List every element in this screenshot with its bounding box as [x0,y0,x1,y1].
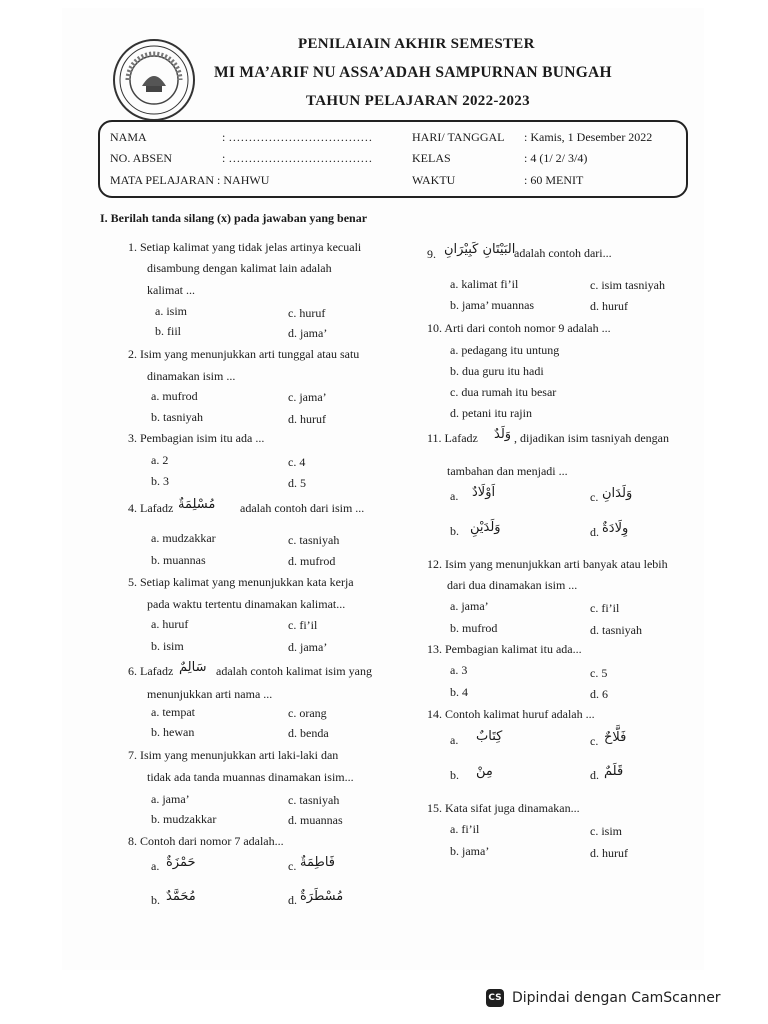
q2-option-d[interactable]: d. huruf [288,412,326,426]
q6-option-b[interactable]: b. hewan [151,725,195,739]
q8-option-d-arabic: مُسْطَرَةٌ [300,889,344,904]
q11-option-b[interactable]: b. [450,524,459,538]
q1-text: 1. Setiap kalimat yang tidak jelas artinya kecuali [128,240,362,254]
q7-text-2: tidak ada tanda muannas dinamakan isim... [147,770,354,784]
absen-field: : ……………………………… [222,151,373,165]
q8-option-d[interactable]: d. [288,893,297,907]
q9-option-d[interactable]: d. huruf [590,299,628,313]
q1-option-c[interactable]: c. huruf [288,306,326,320]
q6-option-a[interactable]: a. tempat [151,705,195,719]
header-year: TAHUN PELAJARAN 2022-2023 [306,93,530,109]
q4-option-c[interactable]: c. tasniyah [288,533,340,547]
q12-option-b[interactable]: b. mufrod [450,621,498,635]
q9-arabic: البَيْتَانِ كَبِيْرَانِ [444,242,516,257]
q14-option-c[interactable]: c. [590,734,599,748]
q11-prefix: 11. Lafadz [427,431,478,445]
q6-option-c[interactable]: c. orang [288,706,327,720]
camscanner-icon: CS [486,989,504,1007]
q13-option-d[interactable]: d. 6 [590,687,608,701]
q3-option-d[interactable]: d. 5 [288,476,306,490]
q1-text-3: kalimat ... [147,283,195,297]
q8-option-a-arabic: حَمْزَةٌ [166,855,196,870]
nama-field: : ……………………………… [222,130,373,144]
hari-label: HARI/ TANGGAL [412,130,505,144]
q14-option-d[interactable]: d. [590,768,599,782]
q3-text: 3. Pembagian isim itu ada ... [128,431,265,445]
q4-suffix: adalah contoh dari isim ... [240,501,365,515]
q15-text: 15. Kata sifat juga dinamakan... [427,801,580,815]
q11-option-a-arabic: اَوْلَادٌ [472,485,496,500]
kelas-value: : 4 (1/ 2/ 3/4) [524,151,588,165]
nama-label: NAMA [110,130,147,144]
q2-option-b[interactable]: b. tasniyah [151,410,203,424]
q6-option-d[interactable]: d. benda [288,726,329,740]
q5-option-d[interactable]: d. jama’ [288,640,328,654]
q1-option-a[interactable]: a. isim [155,304,187,318]
q12-option-c[interactable]: c. fi’il [590,601,620,615]
q7-option-b[interactable]: b. mudzakkar [151,812,217,826]
q12-option-a[interactable]: a. jama’ [450,599,489,613]
q2-option-a[interactable]: a. mufrod [151,389,198,403]
q4-option-a[interactable]: a. mudzakkar [151,531,216,545]
header-title: PENILAIAIN AKHIR SEMESTER [298,36,535,52]
q14-option-c-arabic: فَلَّاحٌ [604,730,627,745]
q1-text-2: disambung dengan kalimat lain adalah [147,261,332,275]
q7-option-a[interactable]: a. jama’ [151,792,190,806]
waktu-value: : 60 MENIT [524,173,584,187]
q8-text: 8. Contoh dari nomor 7 adalah... [128,834,284,848]
q9-suffix: adalah contoh dari... [514,246,612,260]
q4-prefix: 4. Lafadz [128,501,174,515]
q8-option-c-arabic: فَاطِمَةٌ [300,855,336,870]
q11-option-a[interactable]: a. [450,489,459,503]
q5-option-a[interactable]: a. huruf [151,617,189,631]
q14-option-a[interactable]: a. [450,733,459,747]
q11-option-c-arabic: وَلَدَانِ [602,486,633,501]
q11-text-2: tambahan dan menjadi ... [447,464,568,478]
q2-option-c[interactable]: c. jama’ [288,390,327,404]
hari-value: : Kamis, 1 Desember 2022 [524,130,653,144]
camscanner-label: Dipindai dengan CamScanner [512,990,721,1006]
q5-option-b[interactable]: b. isim [151,639,184,653]
q8-option-b[interactable]: b. [151,893,160,907]
q6-suffix: adalah contoh kalimat isim yang [216,664,372,678]
q7-option-d[interactable]: d. muannas [288,813,343,827]
q14-text: 14. Contoh kalimat huruf adalah ... [427,707,595,721]
q12-text: 12. Isim yang menunjukkan arti banyak atau lebih [427,557,668,571]
instruction: I. Berilah tanda silang (x) pada jawaban yang benar [100,211,368,225]
q9-prefix: 9. [427,247,436,261]
q15-option-a[interactable]: a. fi’il [450,822,480,836]
q10-option-d[interactable]: d. petani itu rajin [450,406,532,420]
q4-option-d[interactable]: d. mufrod [288,554,336,568]
q11-option-d-arabic: وِلَادَةٌ [602,521,629,536]
q8-option-b-arabic: مُحَمَّدٌ [166,889,196,904]
q9-option-c[interactable]: c. isim tasniyah [590,278,665,292]
q9-option-b[interactable]: b. jama’ muannas [450,298,535,312]
q6-prefix: 6. Lafadz [128,664,174,678]
q13-option-a[interactable]: a. 3 [450,663,468,677]
q4-option-b[interactable]: b. muannas [151,553,206,567]
q7-text: 7. Isim yang menunjukkan arti laki-laki dan [128,748,339,762]
q11-arabic: وَلَدٌ [494,427,512,442]
q8-option-c[interactable]: c. [288,859,297,873]
q13-option-c[interactable]: c. 5 [590,666,608,680]
q4-arabic: مُسْلِمَةٌ [178,497,216,512]
q5-text-2: pada waktu tertentu dinamakan kalimat... [147,597,346,611]
q15-option-b[interactable]: b. jama’ [450,844,490,858]
q12-text-2: dari dua dinamakan isim ... [447,578,578,592]
q12-option-d[interactable]: d. tasniyah [590,623,642,637]
q1-option-d[interactable]: d. jama’ [288,326,328,340]
q13-option-b[interactable]: b. 4 [450,685,468,699]
q14-option-a-arabic: كِتَابٌ [476,729,503,744]
q6-arabic: سَالِمٌ [179,660,207,675]
q2-text-2: dinamakan isim ... [147,369,236,383]
q1-option-b[interactable]: b. fiil [155,324,181,338]
absen-label: NO. ABSEN [110,151,173,165]
q11-option-c[interactable]: c. [590,490,599,504]
header-school: MI MA’ARIF NU ASSA’ADAH SAMPURNAN BUNGAH [214,64,612,81]
q10-option-b[interactable]: b. dua guru itu hadi [450,364,544,378]
q15-option-d[interactable]: d. huruf [590,846,628,860]
camscanner-footer [486,986,721,1010]
q14-option-d-arabic: قَلَمٌ [604,764,624,779]
q5-option-c[interactable]: c. fi’il [288,618,318,632]
q11-option-b-arabic: وَلَدَيْنِ [470,520,501,535]
q13-text: 13. Pembagian kalimat itu ada... [427,642,582,656]
school-logo [112,38,196,122]
q15-option-c[interactable]: c. isim [590,824,622,838]
q6-text-2: menunjukkan arti nama ... [147,687,273,701]
q9-option-a[interactable]: a. kalimat fi’il [450,277,519,291]
q10-text: 10. Arti dari contoh nomor 9 adalah ... [427,321,611,335]
waktu-label: WAKTU [412,173,456,187]
q8-option-a[interactable]: a. [151,859,160,873]
kelas-label: KELAS [412,151,451,165]
q3-option-c[interactable]: c. 4 [288,455,306,469]
q14-option-b[interactable]: b. [450,768,459,782]
q7-option-c[interactable]: c. tasniyah [288,793,340,807]
q14-option-b-arabic: مِنْ [476,764,493,779]
q10-option-a[interactable]: a. pedagang itu untung [450,343,560,357]
q11-suffix: , dijadikan isim tasniyah dengan [514,431,669,445]
q2-text: 2. Isim yang menunjukkan arti tunggal atau satu [128,347,360,361]
q3-option-a[interactable]: a. 2 [151,453,169,467]
q5-text: 5. Setiap kalimat yang menunjukkan kata kerja [128,575,354,589]
mapel-label: MATA PELAJARAN : NAHWU [110,173,270,187]
q3-option-b[interactable]: b. 3 [151,474,169,488]
q11-option-d[interactable]: d. [590,525,599,539]
q10-option-c[interactable]: c. dua rumah itu besar [450,385,557,399]
